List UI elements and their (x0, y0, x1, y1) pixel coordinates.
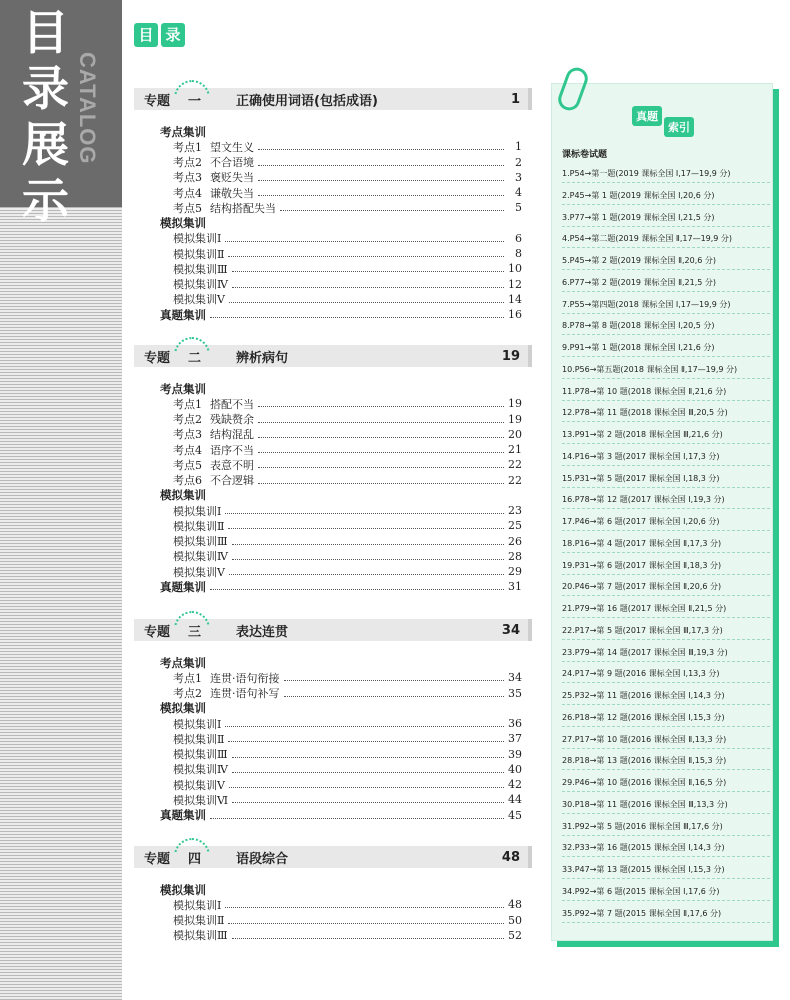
toc-entry-label: 考点2 (173, 687, 202, 700)
toc-entry-label: 模拟集训Ⅵ (173, 793, 229, 807)
index-item[interactable]: 31.P92→第 5 题(2016 课标全国 Ⅲ,17,6 分) (562, 821, 770, 832)
index-item[interactable]: 2.P45→第 1 题(2019 课标全国 Ⅰ,20,6 分) (562, 190, 770, 201)
dot-leader (232, 559, 504, 560)
side-title-char: 示 (22, 174, 69, 229)
toc-entry-label: 模拟集训Ⅱ (173, 519, 225, 533)
section-page: 1 (510, 91, 520, 107)
toc-group-heading (160, 882, 522, 897)
toc-entry-label: 考点集训 (160, 381, 206, 396)
toc-entry-label: 真题集训 (160, 307, 206, 322)
section-page: 19 (501, 348, 520, 364)
toc-entry[interactable] (173, 503, 522, 518)
toc-entry-name: 不合逻辑 (210, 474, 254, 487)
section-label: 专题 (144, 93, 171, 109)
toc-entry-page: 45 (508, 808, 522, 822)
toc-entry-label: 考点1 (173, 140, 202, 154)
toc-entry-label: 考点3 (173, 428, 202, 442)
dot-leader (210, 589, 504, 590)
index-item[interactable]: 23.P79→第 14 题(2017 课标全国 Ⅲ,19,3 分) (562, 647, 770, 658)
toc-entry-page: 4 (515, 186, 522, 199)
index-tag-zhenti: 真题 (632, 106, 662, 126)
toc-entry-page: 6 (515, 231, 522, 245)
toc-entry[interactable] (173, 231, 522, 246)
toc-entry[interactable] (173, 170, 522, 185)
index-item[interactable]: 13.P91→第 2 题(2018 课标全国 Ⅲ,21,6 分) (562, 429, 770, 440)
section-number: 一 (188, 93, 202, 109)
side-title-char: 目 (22, 6, 69, 61)
toc-entry-label: 真题集训 (160, 579, 206, 594)
section-header[interactable] (134, 619, 532, 641)
toc-entry-name: 残缺赘余 (210, 413, 254, 426)
toc-entry-page: 42 (508, 778, 522, 791)
index-item[interactable]: 33.P47→第 13 题(2015 课标全国 Ⅰ,15,3 分) (562, 864, 770, 875)
dot-leader (229, 302, 504, 303)
toc-entry[interactable] (173, 292, 522, 307)
toc-entry-name: 不合语境 (210, 156, 254, 169)
index-item[interactable]: 21.P79→第 16 题(2017 课标全国 Ⅱ,21,5 分) (562, 603, 770, 614)
dot-leader (210, 818, 504, 819)
dot-leader (258, 467, 504, 468)
toc-entry[interactable] (173, 777, 522, 792)
dot-leader (225, 513, 504, 514)
toc-entry[interactable] (173, 155, 522, 170)
toc-entry-page: 39 (508, 747, 522, 761)
toc-entry-name: 连贯·语句补写 (210, 687, 280, 700)
section-number: 四 (188, 851, 202, 867)
dot-leader (229, 574, 504, 575)
dot-leader (232, 772, 504, 773)
page-title-char: 录 (161, 23, 185, 47)
section-title: 正确使用词语(包括成语) (236, 93, 378, 109)
toc-entry-page: 31 (508, 580, 522, 594)
dot-leader (258, 149, 504, 150)
toc-entry-page: 34 (508, 671, 522, 685)
toc-entry[interactable] (173, 747, 522, 762)
section-page: 48 (501, 849, 520, 865)
toc-entry-page: 3 (515, 170, 522, 184)
toc-entry-label: 模拟集训Ⅰ (173, 232, 222, 246)
toc-group-heading (160, 655, 522, 670)
toc-entry-label: 模拟集训Ⅴ (173, 778, 225, 792)
toc-entry-label: 考点1 (173, 671, 202, 685)
toc-entry-page: 28 (508, 549, 522, 563)
index-item[interactable]: 3.P77→第 1 题(2019 课标全国 Ⅰ,21,5 分) (562, 212, 770, 223)
toc-entry-name: 结构搭配失当 (210, 201, 276, 215)
toc-entry-label: 模拟集训Ⅲ (173, 929, 228, 943)
index-item[interactable]: 34.P92→第 6 题(2015 课标全国 Ⅰ,17,6 分) (562, 886, 770, 897)
dot-leader (258, 180, 504, 181)
toc-entry-label: 模拟集训 (160, 216, 206, 230)
toc-entry[interactable] (173, 928, 522, 943)
section-label: 专题 (144, 350, 171, 366)
toc-entry-page: 2 (515, 155, 522, 169)
section-header[interactable] (134, 345, 532, 367)
index-item[interactable]: 6.P77→第 2 题(2019 课标全国 Ⅱ,21,5 分) (562, 277, 770, 288)
toc-entry[interactable] (173, 762, 522, 777)
toc-entry[interactable] (173, 442, 522, 457)
dot-leader (232, 287, 504, 288)
dot-leader (210, 317, 504, 318)
toc-entry-page: 12 (508, 277, 522, 291)
dot-leader (280, 210, 504, 211)
toc-entry[interactable] (173, 518, 522, 533)
dot-leader (258, 406, 504, 407)
section-header[interactable] (134, 846, 532, 868)
index-item[interactable]: 9.P91→第 1 题(2018 课标全国 Ⅰ,21,6 分) (562, 342, 770, 353)
toc-entry-label: 模拟集训 (160, 488, 206, 503)
toc-entry-label: 模拟集训Ⅲ (173, 535, 228, 548)
toc-entry[interactable] (173, 716, 522, 731)
toc-entry-page: 14 (508, 292, 522, 306)
index-item[interactable]: 20.P46→第 7 题(2017 课标全国 Ⅱ,20,6 分) (562, 581, 770, 592)
toc-entry-page: 44 (508, 793, 522, 807)
index-item[interactable]: 15.P31→第 5 题(2017 课标全国 Ⅰ,18,3 分) (562, 473, 770, 484)
toc-entry[interactable] (173, 412, 522, 427)
toc-entry-label: 考点集训 (160, 124, 206, 139)
section-number: 三 (188, 624, 202, 640)
dot-leader (229, 787, 504, 788)
toc-entry[interactable] (173, 261, 522, 276)
toc-entry-page: 22 (508, 458, 522, 472)
toc-entry[interactable] (173, 670, 522, 685)
index-item[interactable]: 30.P18→第 11 题(2016 课标全国 Ⅲ,13,3 分) (562, 799, 770, 810)
toc-entry-label: 模拟集训Ⅱ (173, 914, 225, 927)
toc-entry-label: 模拟集训 (160, 701, 206, 716)
index-item[interactable]: 14.P16→第 3 题(2017 课标全国 Ⅰ,17,3 分) (562, 451, 770, 462)
toc-entry[interactable] (173, 396, 522, 411)
toc-entry-name: 连贯·语句衔接 (210, 671, 280, 685)
catalog-label: CATALOG (75, 52, 100, 165)
dot-leader (258, 437, 504, 438)
toc-entry-label: 模拟集训Ⅴ (173, 565, 225, 579)
toc-entry[interactable] (173, 534, 522, 549)
toc-entry-page: 36 (508, 717, 522, 730)
toc-entry-label: 模拟集训Ⅰ (173, 504, 222, 518)
toc-entry-label: 模拟集训Ⅲ (173, 262, 228, 276)
toc-entry-page: 10 (508, 262, 522, 276)
toc-entry-page: 37 (508, 732, 522, 746)
dot-leader (258, 195, 504, 196)
dot-leader (232, 757, 504, 758)
toc-entry[interactable] (173, 139, 522, 154)
toc-entry-page: 20 (508, 427, 522, 441)
toc-entry-label: 模拟集训Ⅳ (173, 763, 228, 777)
toc-entry[interactable] (173, 686, 522, 701)
toc-entry-label: 模拟集训Ⅲ (173, 748, 228, 761)
toc-entry-page: 25 (508, 519, 522, 533)
index-item[interactable]: 10.P56→第五题(2018 课标全国 Ⅱ,17—19,9 分) (562, 364, 770, 375)
dot-leader (258, 483, 504, 484)
toc-entry[interactable] (173, 792, 522, 807)
dot-leader (225, 726, 504, 727)
section-page: 34 (501, 622, 520, 638)
toc-entry-page: 40 (508, 762, 522, 776)
index-item[interactable]: 35.P92→第 7 题(2015 课标全国 Ⅱ,17,6 分) (562, 908, 770, 919)
section-label: 专题 (144, 851, 171, 867)
toc-entry[interactable] (173, 549, 522, 564)
index-tag-suoyin: 索引 (664, 117, 694, 137)
toc-entry[interactable] (173, 277, 522, 292)
toc-entry-page: 8 (515, 247, 522, 260)
index-item[interactable]: 17.P46→第 6 题(2017 课标全国 Ⅰ,20,6 分) (562, 516, 770, 527)
toc-entry-label: 考点4 (173, 186, 202, 200)
index-item[interactable]: 27.P17→第 10 题(2016 课标全国 Ⅱ,13,3 分) (562, 734, 770, 745)
toc-entry-label: 考点1 (173, 397, 202, 411)
dot-leader (228, 256, 504, 257)
index-item[interactable]: 5.P45→第 2 题(2019 课标全国 Ⅱ,20,6 分) (562, 255, 770, 266)
toc-entry[interactable] (173, 564, 522, 579)
section-label: 专题 (144, 624, 171, 640)
dot-leader (258, 165, 504, 166)
toc-entry-name: 表意不明 (210, 458, 254, 472)
index-item[interactable]: 26.P18→第 12 题(2016 课标全国 Ⅰ,15,3 分) (562, 712, 770, 723)
toc-entry-page: 1 (515, 140, 522, 154)
index-item[interactable]: 16.P78→第 12 题(2017 课标全国 Ⅰ,19,3 分) (562, 494, 770, 505)
index-item[interactable]: 7.P55→第四题(2018 课标全国 Ⅰ,17—19,9 分) (562, 299, 770, 310)
toc-entry-page: 29 (508, 565, 522, 578)
toc-entry-label: 模拟集训Ⅴ (173, 293, 225, 307)
section-number: 二 (188, 350, 202, 366)
toc-group-heading (160, 216, 522, 231)
toc-entry-label: 考点3 (173, 171, 202, 185)
index-item[interactable]: 32.P33→第 16 题(2015 课标全国 Ⅰ,14,3 分) (562, 842, 770, 853)
toc-group-heading (160, 701, 522, 716)
toc-entry[interactable] (173, 246, 522, 261)
toc-entry-page: 19 (508, 397, 522, 411)
toc-entry-name: 语序不当 (210, 443, 254, 457)
index-item[interactable]: 8.P78→第 8 题(2018 课标全国 Ⅰ,20,5 分) (562, 320, 770, 331)
index-item[interactable]: 12.P78→第 11 题(2018 课标全国 Ⅲ,20,5 分) (562, 407, 770, 418)
toc-entry[interactable] (173, 200, 522, 215)
index-item[interactable]: 29.P46→第 10 题(2016 课标全国 Ⅱ,16,5 分) (562, 777, 770, 788)
toc-entry-page: 52 (508, 928, 522, 942)
toc-entry-label: 考点6 (173, 474, 202, 487)
toc-entry[interactable] (173, 897, 522, 912)
dot-leader (225, 241, 504, 242)
page-title (134, 23, 185, 47)
dot-leader (284, 680, 505, 681)
section-title: 语段综合 (236, 851, 289, 867)
toc-entry-page: 35 (508, 686, 522, 700)
index-item[interactable]: 18.P16→第 4 题(2017 课标全国 Ⅱ,17,3 分) (562, 538, 770, 549)
toc-entry-name: 谦敬失当 (210, 186, 254, 200)
dot-leader (225, 907, 504, 908)
toc-entry-page: 19 (508, 412, 522, 426)
toc-entry-name: 搭配不当 (210, 397, 254, 411)
toc-entry-name: 望文生义 (210, 140, 254, 154)
toc-entry-label: 模拟集训Ⅳ (173, 550, 228, 564)
toc-group-heading[interactable] (160, 808, 522, 823)
index-item[interactable]: 11.P78→第 10 题(2018 课标全国 Ⅱ,21,6 分) (562, 386, 770, 397)
toc-entry-label: 真题集训 (160, 808, 206, 822)
side-title-char: 录 (22, 62, 69, 117)
section-title: 辨析病句 (236, 350, 289, 366)
dot-leader (232, 938, 504, 939)
dot-leader (228, 528, 504, 529)
toc-group-heading (160, 124, 522, 139)
toc-entry-page: 23 (508, 504, 522, 517)
toc-entry-label: 模拟集训Ⅱ (173, 247, 225, 261)
index-item[interactable]: 22.P17→第 5 题(2017 课标全国 Ⅲ,17,3 分) (562, 625, 770, 636)
dot-leader (232, 271, 504, 272)
toc-entry-name: 褒贬失当 (210, 171, 254, 185)
index-item[interactable]: 28.P18→第 13 题(2016 课标全国 Ⅱ,15,3 分) (562, 755, 770, 766)
toc-group-heading (160, 381, 522, 396)
toc-entry-label: 考点4 (173, 443, 202, 457)
side-title-block (0, 0, 122, 229)
index-item[interactable]: 19.P31→第 6 题(2017 课标全国 Ⅱ,18,3 分) (562, 560, 770, 571)
toc-entry-page: 48 (508, 898, 522, 912)
toc-entry-label: 模拟集训Ⅰ (173, 898, 222, 912)
index-heading: 课标卷试题 (562, 150, 608, 160)
dot-leader (228, 923, 504, 924)
index-item[interactable]: 24.P17→第 9 题(2016 课标全国 Ⅰ,13,3 分) (562, 668, 770, 679)
index-item[interactable]: 1.P54→第一题(2019 课标全国 Ⅰ,17—19,9 分) (562, 168, 770, 179)
toc-entry-label: 模拟集训Ⅳ (173, 278, 228, 291)
section-header[interactable] (134, 88, 532, 110)
toc-entry-label: 模拟集训Ⅱ (173, 732, 225, 746)
toc-entry[interactable] (173, 731, 522, 746)
toc-entry-page: 16 (508, 308, 522, 321)
toc-group-heading[interactable] (160, 579, 522, 594)
dot-leader (258, 452, 504, 453)
toc-entry-label: 模拟集训Ⅰ (173, 717, 222, 731)
side-title-char: 展 (22, 118, 69, 173)
toc-group-heading[interactable] (160, 307, 522, 322)
toc-entry-page: 21 (508, 443, 522, 456)
toc-entry-label: 考点5 (173, 458, 202, 472)
toc-entry-name: 结构混乱 (210, 428, 254, 442)
toc-entry-label: 考点集训 (160, 655, 206, 670)
page-title-char: 目 (134, 23, 158, 47)
toc-entry-page: 22 (508, 473, 522, 487)
toc-entry[interactable] (173, 473, 522, 488)
dot-leader (258, 422, 504, 423)
dot-leader (232, 544, 504, 545)
section-title: 表达连贯 (236, 624, 289, 640)
toc-entry-label: 考点2 (173, 413, 202, 426)
dot-leader (284, 696, 505, 697)
toc-entry[interactable] (173, 913, 522, 928)
toc-entry-page: 5 (515, 201, 522, 215)
toc-entry[interactable] (173, 427, 522, 442)
toc-entry-label: 考点5 (173, 201, 202, 215)
toc-group-heading (160, 488, 522, 503)
side-title (22, 6, 78, 230)
dot-leader (232, 802, 504, 803)
toc-entry-page: 50 (508, 913, 522, 927)
toc-entry-label: 模拟集训 (160, 882, 206, 897)
toc-entry[interactable] (173, 185, 522, 200)
index-item[interactable]: 25.P32→第 11 题(2016 课标全国 Ⅰ,14,3 分) (562, 690, 770, 701)
toc-entry-label: 考点2 (173, 156, 202, 169)
dot-leader (228, 741, 504, 742)
toc-entry[interactable] (173, 457, 522, 472)
index-item[interactable]: 4.P54→第二题(2019 课标全国 Ⅱ,17—19,9 分) (562, 233, 770, 244)
toc-entry-page: 26 (508, 534, 522, 548)
